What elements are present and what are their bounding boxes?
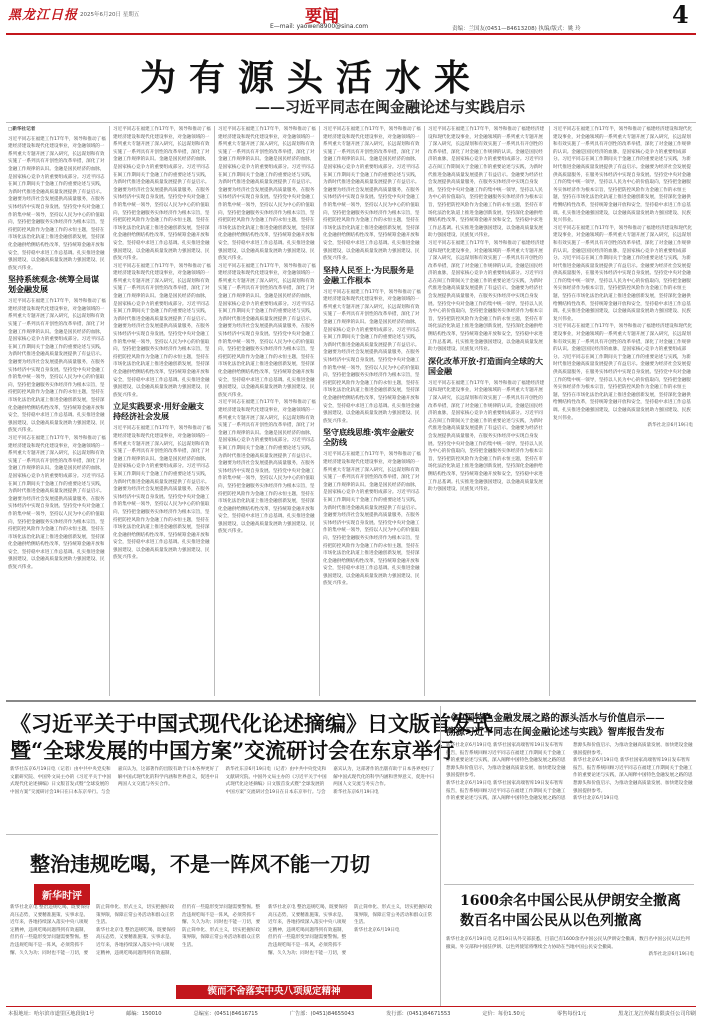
- lead-paragraph: 习近平同志在福建工作17年半，领导和推动了福建经济建设和现代化建设事业，对金融领域的一系列重大专题开展了深入研究，长远谋划和有效实施了一系列具有开创性的改革举措，深化了对金融工作规律的认识。金融是国民经济的血脉，是国家核心竞争力的重要组成部分。习近平同志在闽工作期间关于金融工作的重要论述与实践，为新时代推进金融高质量发展提供了有益启示。金融要为经济社会发展提供高质量服务，在服务实体经济中实现自身发展。坚持党中央对金融工作的集中统一领导，坚持以人民为中心的价值取向，坚持把金融服务实体经济作为根本宗旨，坚持把防控风险作为金融工作的永恒主题，坚持在市场化法治化轨道上推进金融创新发展，坚持深化金融供给侧结构性改革，坚持统筹金融开放和安全，坚持稳中求进工作总基调。扎实推进金融强国建设，以金融高质量发展助力强国建设、民族复兴伟业。: [553, 225, 693, 322]
- footer-address: 本报地址：哈尔滨市道里区地段街1号: [8, 1011, 95, 1017]
- lead-paragraph: 习近平同志在福建工作17年半，领导和推动了福建经济建设和现代化建设事业，对金融领域的一系列重大专题开展了深入研究，长远谋划和有效实施了一系列具有开创性的改革举措，深化了对金融工作规律的认识。金融是国民经济的血脉，是国家核心竞争力的重要组成部分。习近平同志在闽工作期间关于金融工作的重要论述与实践，为新时代推进金融高质量发展提供了有益启示。金融要为经济社会发展提供高质量服务，在服务实体经济中实现自身发展。坚持党中央对金融工作的集中统一领导，坚持以人民为中心的价值取向，坚持把金融服务实体经济作为根本宗旨，坚持把防控风险作为金融工作的永恒主题，坚持在市场化法治化轨道上推进金融创新发展，坚持深化金融供给侧结构性改革，坚持统筹金融开放和安全，坚持稳中求进工作总基调。扎实推进金融强国建设，以金融高质量发展助力强国建设、民族复兴伟业。: [8, 299, 106, 434]
- story3-dateline: 新华社北京6月19日电: [573, 796, 619, 802]
- col-divider: [440, 706, 441, 1006]
- lead-paragraph: 习近平同志在福建工作17年半，领导和推动了福建经济建设和现代化建设事业，对金融领域的一系列重大专题开展了深入研究，长远谋划和有效实施了一系列具有开创性的改革举措，深化了对金融工作规律的认识。金融是国民经济的血脉，是国家核心竞争力的重要组成部分。习近平同志在闽工作期间关于金融工作的重要论述与实践，为新时代推进金融高质量发展提供了有益启示。金融要为经济社会发展提供高质量服务，在服务实体经济中实现自身发展。坚持党中央对金融工作的集中统一领导，坚持以人民为中心的价值取向，坚持把金融服务实体经济作为根本宗旨，坚持把防控风险作为金融工作的永恒主题，坚持在市场化法治化轨道上推进金融创新发展，坚持深化金融供给侧结构性改革，坚持统筹金融开放和安全，坚持稳中求进工作总基调。扎实推进金融强国建设，以金融高质量发展助力强国建设、民族复兴伟业。: [218, 400, 316, 535]
- lead-bottom-rule: [6, 700, 696, 702]
- col-divider: [214, 126, 215, 696]
- lead-sub-2: 坚持人民至上·为民服务是金融工作根本: [323, 265, 415, 285]
- lead-column-1: [8, 126, 106, 696]
- story4-tag: 新华时评: [34, 884, 90, 905]
- lead-paragraph: 习近平同志在福建工作17年半，领导和推动了福建经济建设和现代化建设事业，对金融领域的一系列重大专题开展了深入研究，长远谋划和有效实施了一系列具有开创性的改革举措，深化了对金融工作规律的认识。金融是国民经济的血脉，是国家核心竞争力的重要组成部分。习近平同志在闽工作期间关于金融工作的重要论述与实践，为新时代推进金融高质量发展提供了有益启示。金融要为经济社会发展提供高质量服务，在服务实体经济中实现自身发展。坚持党中央对金融工作的集中统一领导，坚持以人民为中心的价值取向，坚持把金融服务实体经济作为根本宗旨，坚持把防控风险作为金融工作的永恒主题，坚持在市场化法治化轨道上推进金融创新发展，坚持深化金融供给侧结构性改革，坚持统筹金融开放和安全，坚持稳中求进工作总基调。扎实推进金融强国建设，以金融高质量发展助力强国建设、民族复兴伟业。: [113, 127, 211, 262]
- section-title: 要闻: [305, 7, 339, 27]
- story5-paragraph: 新华社北京6月19日电 记者19日从外交部获悉，目前已有1600余名中国公民从伊朗安全撤离，数百名中国公民从以色列撤离。外交部和中国驻伊朗、以色列使馆将继续全力协助在当地中国公民安全撤离。: [446, 937, 690, 950]
- lead-paragraph: 习近平同志在福建工作17年半，领导和推动了福建经济建设和现代化建设事业，对金融领域的一系列重大专题开展了深入研究，长远谋划和有效实施了一系列具有开创性的改革举措，深化了对金融工作规律的认识。金融是国民经济的血脉，是国家核心竞争力的重要组成部分。习近平同志在闽工作期间关于金融工作的重要论述与实践，为新时代推进金融高质量发展提供了有益启示。金融要为经济社会发展提供高质量服务，在服务实体经济中实现自身发展。坚持党中央对金融工作的集中统一领导，坚持以人民为中心的价值取向，坚持把金融服务实体经济作为根本宗旨，坚持把防控风险作为金融工作的永恒主题，坚持在市场化法治化轨道上推进金融创新发展，坚持深化金融供给侧结构性改革，坚持统筹金融开放和安全，坚持稳中求进工作总基调。扎实推进金融强国建设，以金融高质量发展助力强国建设、民族复兴伟业。: [323, 127, 421, 262]
- lead-paragraph: 习近平同志在福建工作17年半，领导和推动了福建经济建设和现代化建设事业，对金融领域的一系列重大专题开展了深入研究，长远谋划和有效实施了一系列具有开创性的改革举措，深化了对金融工作规律的认识。金融是国民经济的血脉，是国家核心竞争力的重要组成部分。习近平同志在闽工作期间关于金融工作的重要论述与实践，为新时代推进金融高质量发展提供了有益启示。金融要为经济社会发展提供高质量服务，在服务实体经济中实现自身发展。坚持党中央对金融工作的集中统一领导，坚持以人民为中心的价值取向，坚持把金融服务实体经济作为根本宗旨，坚持把防控风险作为金融工作的永恒主题，坚持在市场化法治化轨道上推进金融创新发展，坚持深化金融供给侧结构性改革，坚持统筹金融开放和安全，坚持稳中求进工作总基调。扎实推进金融强国建设，以金融高质量发展助力强国建设、民族复兴伟业。: [218, 127, 316, 262]
- footer-rule: [6, 1006, 696, 1007]
- lead-paragraph: 习近平同志在福建工作17年半，领导和推动了福建经济建设和现代化建设事业，对金融领域的一系列重大专题开展了深入研究，长远谋划和有效实施了一系列具有开创性的改革举措，深化了对金融工作规律的认识。金融是国民经济的血脉，是国家核心竞争力的重要组成部分。习近平同志在闽工作期间关于金融工作的重要论述与实践，为新时代推进金融高质量发展提供了有益启示。金融要为经济社会发展提供高质量服务，在服务实体经济中实现自身发展。坚持党中央对金融工作的集中统一领导，坚持以人民为中心的价值取向，坚持把金融服务实体经济作为根本宗旨，坚持把防控风险作为金融工作的永恒主题，坚持在市场化法治化轨道上推进金融创新发展，坚持深化金融供给侧结构性改革，坚持统筹金融开放和安全，坚持稳中求进工作总基调。扎实推进金融强国建设，以金融高质量发展助力强国建设、民族复兴伟业。: [323, 289, 421, 424]
- lead-dateline: 新华社北京6月19日电: [647, 423, 693, 429]
- issue-date: 2025年6月20日 星期五: [80, 12, 140, 18]
- masthead-rule: [6, 33, 696, 35]
- col-divider: [424, 126, 425, 696]
- lead-byline: □新华社记者: [8, 127, 36, 132]
- story5-headline-line2: 数百名中国公民从以色列撤离: [460, 913, 642, 929]
- page-number: 4: [672, 0, 689, 29]
- story2-dateline: 新华社东京6月19日电: [333, 789, 379, 795]
- story2-paragraph: 新华社东京6月19日电（记者）由中共中央党史和文献研究院、中国外文局主办的《习近平关于中国式现代化论述摘编》日文版首发式暨“全球发展的中国方案”交流研讨会19日在日本东京举行。与会嘉宾认为，这部著作的出版有助于日本各界更好了解中国式现代化的科学内涵和世界意义，促进中日两国人文交流与务实合作。: [10, 767, 219, 795]
- lead-subheadline: ——习近平同志在闽金融论述与实践启示: [255, 98, 526, 116]
- lead-paragraph: 习近平同志在福建工作17年半，领导和推动了福建经济建设和现代化建设事业，对金融领域的一系列重大专题开展了深入研究，长远谋划和有效实施了一系列具有开创性的改革举措，深化了对金融工作规律的认识。金融是国民经济的血脉，是国家核心竞争力的重要组成部分。习近平同志在闽工作期间关于金融工作的重要论述与实践，为新时代推进金融高质量发展提供了有益启示。金融要为经济社会发展提供高质量服务，在服务实体经济中实现自身发展。坚持党中央对金融工作的集中统一领导，坚持以人民为中心的价值取向，坚持把金融服务实体经济作为根本宗旨，坚持把防控风险作为金融工作的永恒主题，坚持在市场化法治化轨道上推进金融创新发展，坚持深化金融供给侧结构性改革，坚持统筹金融开放和安全，坚持稳中求进工作总基调。扎实推进金融强国建设，以金融高质量发展助力强国建设、民族复兴伟业。: [113, 426, 211, 561]
- story3-paragraph: 新华社北京6月19日电 新华社国家高端智库19日发布智库报告，报告系统回顾习近平同志在福建工作期间关于金融工作的重要论述与实践，深入阐释中国特色金融发展之路的思想源头和价值启示，为推动金融高质量发展、加快建设金融强国提供参考。: [573, 758, 693, 794]
- editor-line: 责编：兰国友(0451—84613208) 执编/版式：姚 玲: [452, 26, 581, 32]
- lead-paragraph: 习近平同志在福建工作17年半，领导和推动了福建经济建设和现代化建设事业，对金融领域的一系列重大专题开展了深入研究，长远谋划和有效实施了一系列具有开创性的改革举措，深化了对金融工作规律的认识。金融是国民经济的血脉，是国家核心竞争力的重要组成部分。习近平同志在闽工作期间关于金融工作的重要论述与实践，为新时代推进金融高质量发展提供了有益启示。金融要为经济社会发展提供高质量服务，在服务实体经济中实现自身发展。坚持党中央对金融工作的集中统一领导，坚持以人民为中心的价值取向，坚持把金融服务实体经济作为根本宗旨，坚持把防控风险作为金融工作的永恒主题，坚持在市场化法治化轨道上推进金融创新发展，坚持深化金融供给侧结构性改革，坚持统筹金融开放和安全，坚持稳中求进工作总基调。扎实推进金融强国建设，以金融高质量发展助力强国建设、民族复兴伟业。: [428, 380, 545, 493]
- lead-paragraph: 习近平同志在福建工作17年半，领导和推动了福建经济建设和现代化建设事业，对金融领域的一系列重大专题开展了深入研究，长远谋划和有效实施了一系列具有开创性的改革举措，深化了对金融工作规律的认识。金融是国民经济的血脉，是国家核心竞争力的重要组成部分。习近平同志在闽工作期间关于金融工作的重要论述与实践，为新时代推进金融高质量发展提供了有益启示。金融要为经济社会发展提供高质量服务，在服务实体经济中实现自身发展。坚持党中央对金融工作的集中统一领导，坚持以人民为中心的价值取向，坚持把金融服务实体经济作为根本宗旨，坚持把防控风险作为金融工作的永恒主题，坚持在市场化法治化轨道上推进金融创新发展，坚持深化金融供给侧结构性改革，坚持统筹金融开放和安全，坚持稳中求进工作总基调。扎实推进金融强国建设，以金融高质量发展助力强国建设、民族复兴伟业。: [218, 263, 316, 398]
- lead-column-4: [323, 126, 421, 696]
- story4-top-rule: [6, 834, 438, 835]
- story3-body: [446, 742, 694, 880]
- footer-ad-dept: 广告部：(0451)84655043: [289, 1011, 355, 1017]
- lead-sub-5: 深化改革开放·打造面向全球的大国金融: [428, 356, 544, 376]
- lead-sub-1: 坚持系统观念·统筹全局谋划金融发展: [8, 275, 100, 295]
- col-divider: [319, 126, 320, 696]
- lead-paragraph: 习近平同志在福建工作17年半，领导和推动了福建经济建设和现代化建设事业，对金融领域的一系列重大专题开展了深入研究，长远谋划和有效实施了一系列具有开创性的改革举措，深化了对金融工作规律的认识。金融是国民经济的血脉，是国家核心竞争力的重要组成部分。习近平同志在闽工作期间关于金融工作的重要论述与实践，为新时代推进金融高质量发展提供了有益启示。金融要为经济社会发展提供高质量服务，在服务实体经济中实现自身发展。坚持党中央对金融工作的集中统一领导，坚持以人民为中心的价值取向，坚持把金融服务实体经济作为根本宗旨，坚持把防控风险作为金融工作的永恒主题，坚持在市场化法治化轨道上推进金融创新发展，坚持深化金融供给侧结构性改革，坚持统筹金融开放和安全，坚持稳中求进工作总基调。扎实推进金融强国建设，以金融高质量发展助力强国建设、民族复兴伟业。: [553, 324, 693, 421]
- footer-distribution: 发行部：(0451)84671553: [386, 1011, 451, 1017]
- lead-paragraph: 习近平同志在福建工作17年半，领导和推动了福建经济建设和现代化建设事业，对金融领域的一系列重大专题开展了深入研究，长远谋划和有效实施了一系列具有开创性的改革举措，深化了对金融工作规律的认识。金融是国民经济的血脉，是国家核心竞争力的重要组成部分。习近平同志在闽工作期间关于金融工作的重要论述与实践，为新时代推进金融高质量发展提供了有益启示。金融要为经济社会发展提供高质量服务，在服务实体经济中实现自身发展。坚持党中央对金融工作的集中统一领导，坚持以人民为中心的价值取向，坚持把金融服务实体经济作为根本宗旨，坚持把防控风险作为金融工作的永恒主题，坚持在市场化法治化轨道上推进金融创新发展，坚持深化金融供给侧结构性改革，坚持统筹金融开放和安全，坚持稳中求进工作总基调。扎实推进金融强国建设，以金融高质量发展助力强国建设、民族复兴伟业。: [8, 136, 106, 271]
- story3-headline-line1: 《中国特色金融发展之路的源头活水与价值启示——: [446, 713, 665, 724]
- lead-paragraph: 习近平同志在福建工作17年半，领导和推动了福建经济建设和现代化建设事业，对金融领域的一系列重大专题开展了深入研究，长远谋划和有效实施了一系列具有开创性的改革举措，深化了对金融工作规律的认识。金融是国民经济的血脉，是国家核心竞争力的重要组成部分。习近平同志在闽工作期间关于金融工作的重要论述与实践，为新时代推进金融高质量发展提供了有益启示。金融要为经济社会发展提供高质量服务，在服务实体经济中实现自身发展。坚持党中央对金融工作的集中统一领导，坚持以人民为中心的价值取向，坚持把金融服务实体经济作为根本宗旨，坚持把防控风险作为金融工作的永恒主题，坚持在市场化法治化轨道上推进金融创新发展，坚持深化金融供给侧结构性改革，坚持统筹金融开放和安全，坚持稳中求进工作总基调。扎实推进金融强国建设，以金融高质量发展助力强国建设、民族复兴伟业。: [8, 435, 106, 571]
- story4-paragraph: 新华社北京电 整治违规吃喝，既要保持高压态势，又要精准施策、实事求是。近年来，各地持续深入落实中央八项规定精神，违规吃喝问题得到有效遏制，但仍有一些隐形变异问题需要警惕。整治违规吃喝不是一阵风，必须常抓不懈、久久为功；同时也不能一刀切，要防止简单化、形式主义，切实把握好政策界限，保障正常公务活动和群众正常生活。: [268, 905, 433, 956]
- footer-printer: 黑龙江龙江传媒有限责任公司印刷: [618, 1011, 696, 1017]
- lead-paragraph: 习近平同志在福建工作17年半，领导和推动了福建经济建设和现代化建设事业，对金融领域的一系列重大专题开展了深入研究，长远谋划和有效实施了一系列具有开创性的改革举措，深化了对金融工作规律的认识。金融是国民经济的血脉，是国家核心竞争力的重要组成部分。习近平同志在闽工作期间关于金融工作的重要论述与实践，为新时代推进金融高质量发展提供了有益启示。金融要为经济社会发展提供高质量服务，在服务实体经济中实现自身发展。坚持党中央对金融工作的集中统一领导，坚持以人民为中心的价值取向，坚持把金融服务实体经济作为根本宗旨，坚持把防控风险作为金融工作的永恒主题，坚持在市场化法治化轨道上推进金融创新发展，坚持深化金融供给侧结构性改革，坚持统筹金融开放和安全，坚持稳中求进工作总基调。扎实推进金融强国建设，以金融高质量发展助力强国建设、民族复兴伟业。: [323, 452, 421, 587]
- col-divider: [549, 126, 550, 696]
- story2-headline-line2: 暨“全球发展的中国方案”交流研讨会在东京举行: [10, 738, 455, 763]
- story5-body: [446, 936, 694, 998]
- story4-dateline: 新华社北京6月19日电: [354, 927, 400, 933]
- lead-paragraph: 习近平同志在福建工作17年半，领导和推动了福建经济建设和现代化建设事业，对金融领域的一系列重大专题开展了深入研究，长远谋划和有效实施了一系列具有开创性的改革举措，深化了对金融工作规律的认识。金融是国民经济的血脉，是国家核心竞争力的重要组成部分。习近平同志在闽工作期间关于金融工作的重要论述与实践，为新时代推进金融高质量发展提供了有益启示。金融要为经济社会发展提供高质量服务，在服务实体经济中实现自身发展。坚持党中央对金融工作的集中统一领导，坚持以人民为中心的价值取向，坚持把金融服务实体经济作为根本宗旨，坚持把防控风险作为金融工作的永恒主题，坚持在市场化法治化轨道上推进金融创新发展，坚持深化金融供给侧结构性改革，坚持统筹金融开放和安全，坚持稳中求进工作总基调。扎实推进金融强国建设，以金融高质量发展助力强国建设、民族复兴伟业。: [428, 240, 545, 353]
- story5-headline-line1: 1600余名中国公民从伊朗安全撤离: [460, 893, 681, 909]
- story4-headline: 整治违规吃喝，不是一阵风不能一刀切: [30, 852, 370, 876]
- lead-column-5: [428, 126, 546, 696]
- anti-corruption-banner: [176, 985, 372, 999]
- col-divider: [109, 126, 110, 696]
- story2-headline-line1: 《习近平关于中国式现代化论述摘编》日文版首发式: [10, 711, 493, 736]
- story2-body: [10, 766, 435, 830]
- story4-paragraph: 新华社北京电 整治违规吃喝，既要保持高压态势，又要精准施策、实事求是。近年来，各地持续深入落实中央八项规定精神，违规吃喝问题得到有效遏制，但仍有一些隐形变异问题需要警惕。整治违规吃喝不是一阵风，必须常抓不懈、久久为功；同时也不能一刀切，要防止简单化、形式主义，切实把握好政策界限，保障正常公务活动和群众正常生活。: [10, 905, 175, 956]
- footer-price: 定价：每份1.50元: [482, 1011, 526, 1017]
- footer-editorial-office: 总编室：(0451)84616715: [193, 1011, 258, 1017]
- lead-column-6: [553, 126, 693, 696]
- lead-column-2: [113, 126, 211, 696]
- footer-retail-price: 零售每份1元: [556, 1011, 587, 1017]
- section-email: E—mail: yaowen8900@sina.com: [270, 23, 369, 30]
- lead-sub-4: 坚守底线思维·筑牢金融安全防线: [323, 428, 415, 448]
- banner-text: 锲而不舍落实中央八项规定精神: [207, 986, 341, 997]
- lead-paragraph: 习近平同志在福建工作17年半，领导和推动了福建经济建设和现代化建设事业，对金融领域的一系列重大专题开展了深入研究，长远谋划和有效实施了一系列具有开创性的改革举措，深化了对金融工作规律的认识。金融是国民经济的血脉，是国家核心竞争力的重要组成部分。习近平同志在闽工作期间关于金融工作的重要论述与实践，为新时代推进金融高质量发展提供了有益启示。金融要为经济社会发展提供高质量服务，在服务实体经济中实现自身发展。坚持党中央对金融工作的集中统一领导，坚持以人民为中心的价值取向，坚持把金融服务实体经济作为根本宗旨，坚持把防控风险作为金融工作的永恒主题，坚持在市场化法治化轨道上推进金融创新发展，坚持深化金融供给侧结构性改革，坚持统筹金融开放和安全，坚持稳中求进工作总基调。扎实推进金融强国建设，以金融高质量发展助力强国建设、民族复兴伟业。: [113, 263, 211, 398]
- story4-paragraph: 新华社北京电 整治违规吃喝，既要保持高压态势，又要精准施策、实事求是。近年来，各地持续深入落实中央八项规定精神，违规吃喝问题得到有效遏制，但仍有一些隐形变异问题需要警惕。整治违规吃喝不是一阵风，必须常抓不懈、久久为功；同时也不能一刀切，要防止简单化、形式主义，切实把握好政策界限，保障正常公务活动和群众正常生活。: [96, 905, 261, 956]
- story2-paragraph: 新华社东京6月19日电（记者）由中共中央党史和文献研究院、中国外文局主办的《习近平关于中国式现代化论述摘编》日文版首发式暨“全球发展的中国方案”交流研讨会19日在日本东京举行。与会嘉宾认为，这部著作的出版有助于日本各界更好了解中国式现代化的科学内涵和世界意义，促进中日两国人文交流与务实合作。: [225, 767, 435, 795]
- story3-paragraph: 新华社北京6月19日电 新华社国家高端智库19日发布智库报告，报告系统回顾习近平同志在福建工作期间关于金融工作的重要论述与实践，深入阐释中国特色金融发展之路的思想源头和价值启示，为推动金融高质量发展、加快建设金融强国提供参考。: [446, 743, 566, 779]
- story3-headline-line2: 溯源习近平同志在闽金融论述与实践》智库报告发布: [446, 727, 665, 738]
- lead-column-3: [218, 126, 316, 696]
- lead-headline: 为有源头活水来: [140, 57, 484, 99]
- lead-paragraph: 习近平同志在福建工作17年半，领导和推动了福建经济建设和现代化建设事业，对金融领域的一系列重大专题开展了深入研究，长远谋划和有效实施了一系列具有开创性的改革举措，深化了对金融工作规律的认识。金融是国民经济的血脉，是国家核心竞争力的重要组成部分。习近平同志在闽工作期间关于金融工作的重要论述与实践，为新时代推进金融高质量发展提供了有益启示。金融要为经济社会发展提供高质量服务，在服务实体经济中实现自身发展。坚持党中央对金融工作的集中统一领导，坚持以人民为中心的价值取向，坚持把金融服务实体经济作为根本宗旨，坚持把防控风险作为金融工作的永恒主题，坚持在市场化法治化轨道上推进金融创新发展，坚持深化金融供给侧结构性改革，坚持统筹金融开放和安全，坚持稳中求进工作总基调。扎实推进金融强国建设，以金融高质量发展助力强国建设、民族复兴伟业。: [428, 127, 545, 239]
- lead-paragraph: 习近平同志在福建工作17年半，领导和推动了福建经济建设和现代化建设事业，对金融领域的一系列重大专题开展了深入研究，长远谋划和有效实施了一系列具有开创性的改革举措，深化了对金融工作规律的认识。金融是国民经济的血脉，是国家核心竞争力的重要组成部分。习近平同志在闽工作期间关于金融工作的重要论述与实践，为新时代推进金融高质量发展提供了有益启示。金融要为经济社会发展提供高质量服务，在服务实体经济中实现自身发展。坚持党中央对金融工作的集中统一领导，坚持以人民为中心的价值取向，坚持把金融服务实体经济作为根本宗旨，坚持把防控风险作为金融工作的永恒主题，坚持在市场化法治化轨道上推进金融创新发展，坚持深化金融供给侧结构性改革，坚持统筹金融开放和安全，坚持稳中求进工作总基调。扎实推进金融强国建设，以金融高质量发展助力强国建设、民族复兴伟业。: [553, 127, 693, 224]
- footer: [8, 1010, 696, 1017]
- story5-top-rule: [444, 884, 694, 885]
- story5-dateline: 新华社北京6月19日电: [648, 952, 694, 958]
- story4-body: [10, 904, 435, 996]
- logo: 黑龙江日报: [8, 8, 79, 23]
- footer-postcode: 邮编：150010: [126, 1011, 162, 1017]
- lead-sub-3: 立足实践要求·用好金融支持经济社会发展: [113, 402, 205, 422]
- lead-top-rule: [6, 122, 696, 123]
- story3-paragraph: 新华社北京6月19日电 新华社国家高端智库19日发布智库报告，报告系统回顾习近平同志在福建工作期间关于金融工作的重要论述与实践，深入阐释中国特色金融发展之路的思想源头和价值启示，为推动金融高质量发展、加快建设金融强国提供参考。: [446, 743, 693, 802]
